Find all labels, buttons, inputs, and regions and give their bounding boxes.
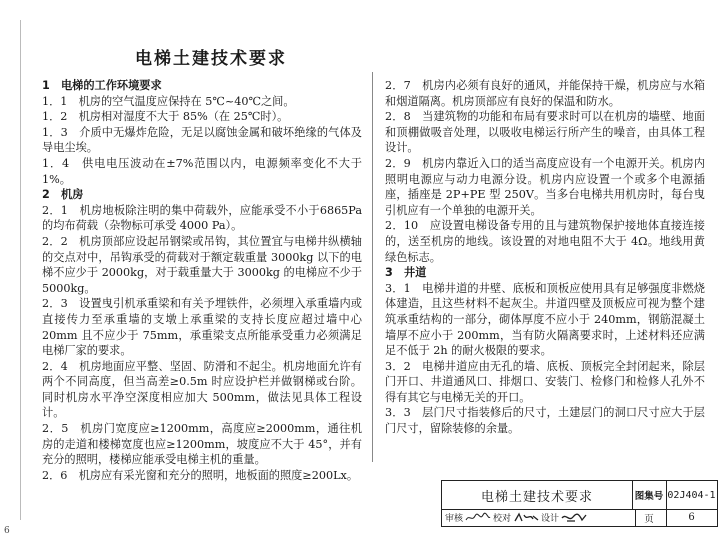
column-divider xyxy=(372,72,373,462)
clause-paragraph: 2．5 机房门宽度应≥1200mm，高度应≥2000mm，通往机房的走道和楼梯宽度也应≥1200mm，坡度应不大于 45°，并有充分的照明，楼梯应能承受电梯主机的重量。 xyxy=(42,422,362,467)
clause-paragraph: 2．10 应设置电梯设备专用的且与建筑物保护接地体直接连接的，送至机房的地线。该设置的对地电阻不大于 4Ω。地线用黄绿色标志。 xyxy=(385,219,705,264)
clause-paragraph: 1．3 介质中无爆炸危险，无足以腐蚀金属和破坏绝缘的气体及导电尘埃。 xyxy=(42,125,362,155)
checker-signature xyxy=(513,512,539,523)
design-label: 设计 xyxy=(541,514,560,524)
atlas-number: 02J404-1 xyxy=(667,489,716,501)
designer-signature xyxy=(561,512,587,523)
right-column xyxy=(385,78,705,437)
atlas-number-label: 图集号 xyxy=(632,481,667,509)
left-column xyxy=(42,78,362,483)
clause-paragraph: 2．2 机房顶部应设起吊钢梁或吊钩，其位置宜与电梯井纵横轴的交点对中，吊钩承受的荷载对于额定载重量 3000kg 以下的电梯不应少于 2000kg，对于载重量大于 3000kg 的电梯应不少于 5000kg。 xyxy=(42,234,362,295)
clause-paragraph: 2．3 设置曳引机承重梁和有关予埋铁件，必须埋入承重墙内或直接传力至承重墙的支墩上承重梁的支持长度应超过墙中心 20mm 且不应少于 75mm，承重梁支点所能承受重力必须满足电梯厂家的要求。 xyxy=(42,297,362,358)
clause-paragraph: 2．6 机房应有采光窗和充分的照明，地板面的照度≥200Lx。 xyxy=(42,468,359,482)
clause-paragraph: 2．1 机房地板除注明的集中荷载外，应能承受不小于6865Pa的均布荷载（杂物标可承受 4000 Pa）。 xyxy=(42,203,362,233)
clause-paragraph: 3．1 电梯井道的井壁、底板和顶板应使用具有足够强度非燃烧体建造，且这些材料不起灰尘。井道四壁及顶板应可视为整个建筑承重结构的一部分，砌体厚度不应小于 240mm，钢筋混凝土墙厚不应小于 200mm，当有防火隔离要求时，上述材料还应满足不低于 2h 的耐火极限的要求。 xyxy=(385,281,705,358)
title-block-row-2 xyxy=(442,509,717,526)
page-number: 6 xyxy=(688,512,695,523)
clause-paragraph: 2．7 机房内必须有良好的通风，并能保持干燥，机房应与水箱和烟道隔离。机房顶部应有良好的保温和防水。 xyxy=(385,79,705,108)
clause-paragraph: 3．3 层门尺寸指装修后的尺寸，土建层门的洞口尺寸应大于层门尺寸，留除装修的余量。 xyxy=(385,406,705,436)
title-block-doc-title: 电梯土建技术要求 xyxy=(442,481,633,509)
page-label: 页 xyxy=(632,509,667,526)
section-heading: 2 机房 xyxy=(42,188,84,202)
section-heading: 3 井道 xyxy=(385,266,427,280)
clause-paragraph: 2．8 当建筑物的功能和布局有要求时可以在机房的墙壁、地面和顶棚做吸音处理，以吸收电梯运行所产生的噪音，由具体工程设计。 xyxy=(385,110,705,155)
clause-paragraph: 1．2 机房相对湿度不大于 85%（在 25℃时）。 xyxy=(42,110,289,124)
reviewer-signature xyxy=(465,512,491,523)
check-label: 校对 xyxy=(493,514,512,524)
clause-paragraph: 2．9 机房内靠近入口的适当高度应设有一个电源开关。机房内照明电源应与动力电源分设。机房内应设置一个或多个电源插座，插座是 2P+PE 型 250V。当多台电梯共用机房时，每台曳引机应有一个单独的电源开关。 xyxy=(385,156,705,217)
clause-paragraph: 1．1 机房的空气温度应保持在 5℃~40℃之间。 xyxy=(42,94,295,108)
signature-cell xyxy=(442,509,636,526)
title-block xyxy=(441,480,718,527)
clause-paragraph: 2．4 机房地面应平整、坚固、防滑和不起尘。机房地面允许有两个不同高度，但当高差≥0.5m 时应设护栏并做钢梯或台阶。同时机房水平净空深度相应加大 500mm，做法见具体工程设计。 xyxy=(42,359,362,420)
corner-page-number: 6 xyxy=(4,526,10,536)
review-label: 审核 xyxy=(445,514,464,524)
page-title: 电梯土建技术要求 xyxy=(135,49,287,69)
margin-line xyxy=(20,20,21,520)
section-heading: 1 电梯的工作环境要求 xyxy=(42,79,162,92)
clause-paragraph: 3．2 电梯井道应由无孔的墙、底板、顶板完全封闭起来，除层门开口、井道通风口、排烟口、安装门、检修门和检修人孔外不得有其它与电梯无关的开口。 xyxy=(385,359,705,404)
clause-paragraph: 1．4 供电电压波动在±7%范围以内，电源频率变化不大于1%。 xyxy=(42,156,362,186)
title-block-row-1 xyxy=(442,481,717,510)
